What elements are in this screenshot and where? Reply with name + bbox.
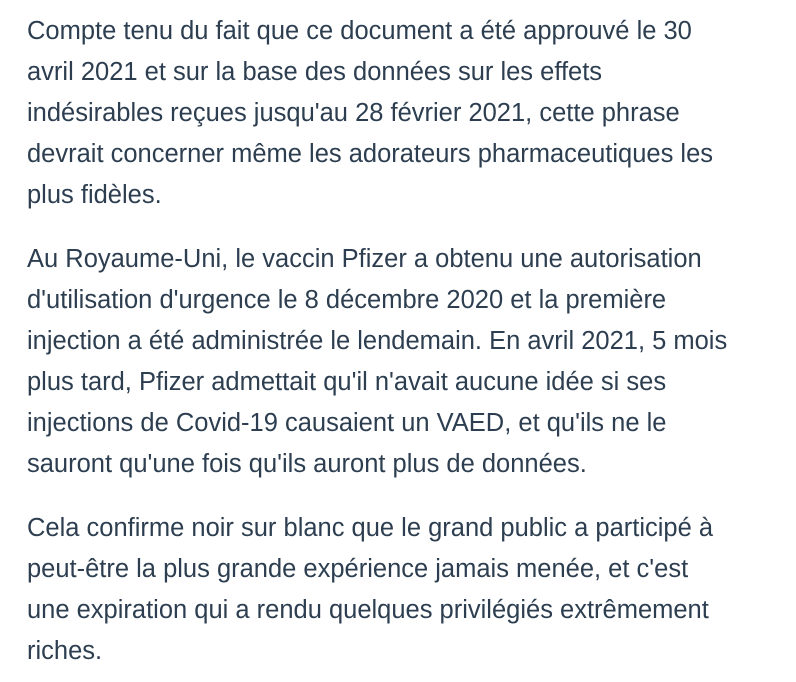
text-line: injection a été administrée le lendemain. En avril 2021, 5 mois [27,327,728,355]
paragraph-1 [27,11,768,216]
text-line: devrait concerner même les adorateurs pharmaceutiques les [27,140,714,168]
paragraph-3 [27,508,768,672]
text-line: indésirables reçues jusqu'au 28 février 2021, cette phrase [27,99,680,127]
text-line: Au Royaume-Uni, le vaccin Pfizer a obtenu une autorisation [27,245,702,273]
text-line: plus fidèles. [27,181,162,209]
text-line: riches. [27,637,103,665]
text-line: Cela confirme noir sur blanc que le grand public a participé à [27,514,714,542]
text-line: plus tard, Pfizer admettait qu'il n'avait aucune idée si ses [27,368,667,396]
text-line: sauront qu'une fois qu'ils auront plus de données. [27,450,587,478]
text-line: une expiration qui a rendu quelques privilégiés extrêmement [27,596,709,624]
text-line: avril 2021 et sur la base des données sur les effets [27,58,603,86]
text-line: peut-être la plus grande expérience jamais menée, et c'est [27,555,689,583]
text-line: Compte tenu du fait que ce document a été approuvé le 30 [27,17,692,45]
text-line: injections de Covid-19 causaient un VAED, et qu'ils ne le [27,409,667,437]
paragraph-2 [27,239,768,485]
text-line: d'utilisation d'urgence le 8 décembre 2020 et la première [27,286,667,314]
